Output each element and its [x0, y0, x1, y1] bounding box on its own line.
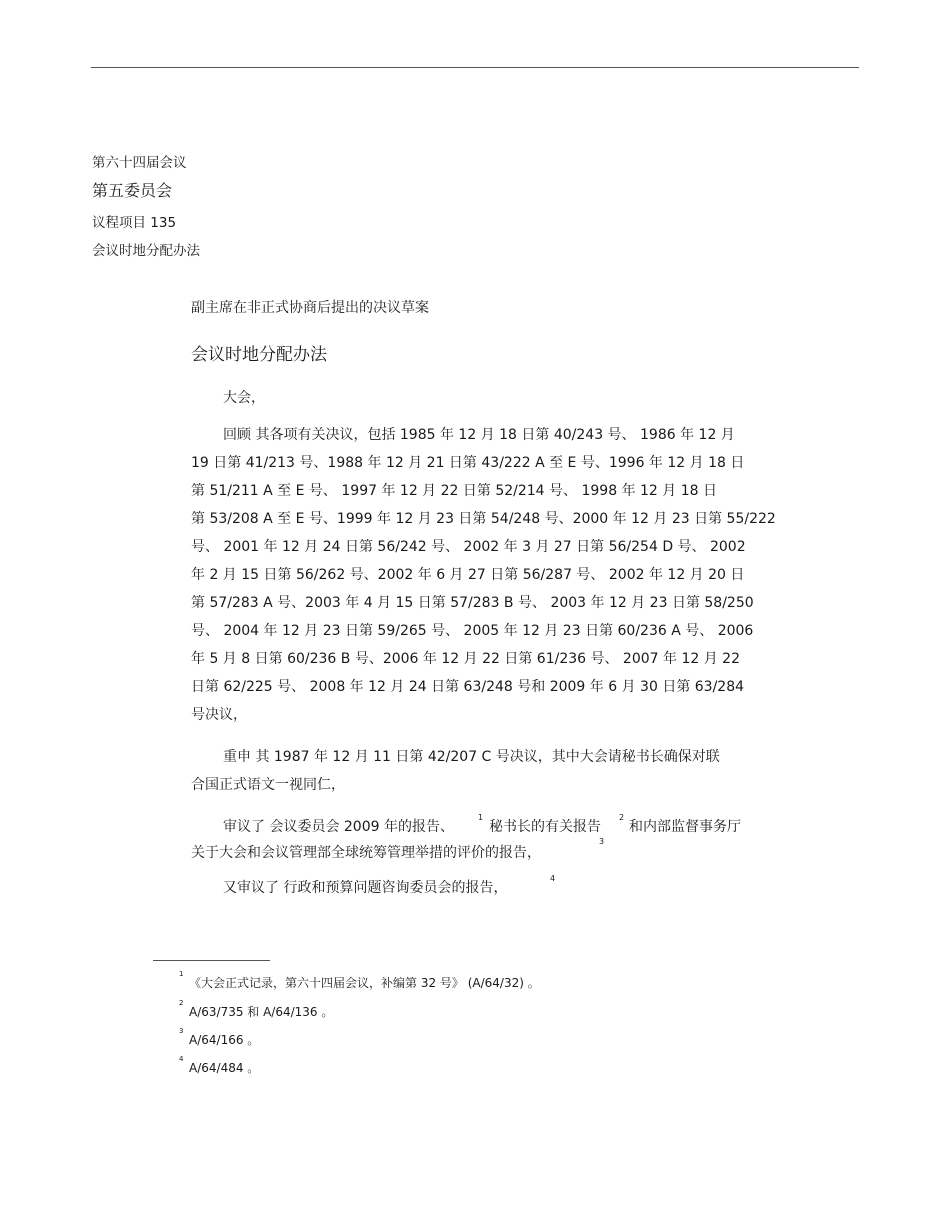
draft-title: 会议时地分配办法 — [191, 345, 327, 365]
committee-label: 第五委员会 — [92, 181, 173, 200]
text-line: 号决议， — [191, 707, 247, 723]
footnote-ref-2: 2 — [619, 813, 625, 822]
footnote-3: A/64/166 。 — [189, 1033, 260, 1047]
session-label: 第六十四届会议 — [92, 155, 187, 171]
text-line: 第 51/211 A 至 E 号、 1997 年 12 月 22 日第 52/214 号、 1998 年 12 月 18 日 — [191, 483, 717, 499]
footnote-number: 3 — [179, 1027, 184, 1035]
footnote-4: A/64/484 。 — [189, 1061, 260, 1075]
paragraph-reaffirming — [191, 743, 736, 799]
considered-line2: 关于大会和会议管理部全球统筹管理举措的评价的报告， — [191, 845, 541, 861]
footnote-ref-4: 4 — [550, 874, 556, 883]
paragraph-recalling — [191, 421, 776, 729]
footnote-number: 4 — [179, 1055, 184, 1063]
further-considered-text: 又审议了 行政和预算问题咨询委员会的报告， — [223, 880, 508, 896]
text-line: 日第 62/225 号、 2008 年 12 月 24 日第 63/248 号和 2009 年 6 月 30 日第 63/284 — [191, 679, 745, 695]
considered-line1-c: 和内部监督事务厅 — [629, 819, 741, 835]
considered-line1-a: 审议了 会议委员会 2009 年的报告、 — [223, 819, 454, 835]
footnote-2: A/63/735 和 A/64/136 。 — [189, 1005, 334, 1019]
agenda-title: 会议时地分配办法 — [92, 243, 200, 259]
considered-line1-b: 秘书长的有关报告 — [489, 819, 601, 835]
top-rule — [91, 67, 859, 68]
footnote-ref-3: 3 — [599, 837, 605, 846]
footnote-number: 1 — [179, 970, 184, 978]
text-line: 年 2 月 15 日第 56/262 号、2002 年 6 月 27 日第 56/287 号、 2002 年 12 月 20 日 — [191, 567, 745, 583]
footnote-separator — [153, 960, 270, 961]
agenda-item-label: 议程项目 135 — [92, 215, 177, 231]
text-line: 19 日第 41/213 号、1988 年 12 月 21 日第 43/222 A 至 E 号、1996 年 12 月 18 日 — [191, 455, 745, 471]
footnote-number: 2 — [179, 999, 184, 1007]
text-line: 合国正式语文一视同仁， — [191, 777, 345, 793]
text-line: 回顾 其各项有关决议，包括 1985 年 12 月 18 日第 40/243 号、 1986 年 12 月 — [223, 427, 735, 443]
text-line: 号、 2001 年 12 月 24 日第 56/242 号、 2002 年 3 月 27 日第 56/254 D 号、 2002 — [191, 539, 746, 555]
text-line: 号、 2004 年 12 月 23 日第 59/265 号、 2005 年 12 月 23 日第 60/236 A 号、 2006 — [191, 623, 754, 639]
opening-phrase: 大会， — [223, 390, 265, 406]
footnote-ref-1: 1 — [478, 813, 484, 822]
text-line: 第 53/208 A 至 E 号、1999 年 12 月 23 日第 54/248 号、2000 年 12 月 23 日第 55/222 — [191, 511, 776, 527]
draft-subtitle: 副主席在非正式协商后提出的决议草案 — [191, 300, 429, 316]
text-line: 年 5 月 8 日第 60/236 B 号、2006 年 12 月 22 日第 61/236 号、 2007 年 12 月 22 — [191, 651, 740, 667]
footnote-1: 《大会正式记录，第六十四届会议，补编第 32 号》 (A/64/32) 。 — [189, 976, 540, 990]
text-line: 重申 其 1987 年 12 月 11 日第 42/207 C 号决议，其中大会请秘书长确保对联 — [223, 749, 720, 765]
text-line: 第 57/283 A 号、2003 年 4 月 15 日第 57/283 B 号、 2003 年 12 月 23 日第 58/250 — [191, 595, 754, 611]
